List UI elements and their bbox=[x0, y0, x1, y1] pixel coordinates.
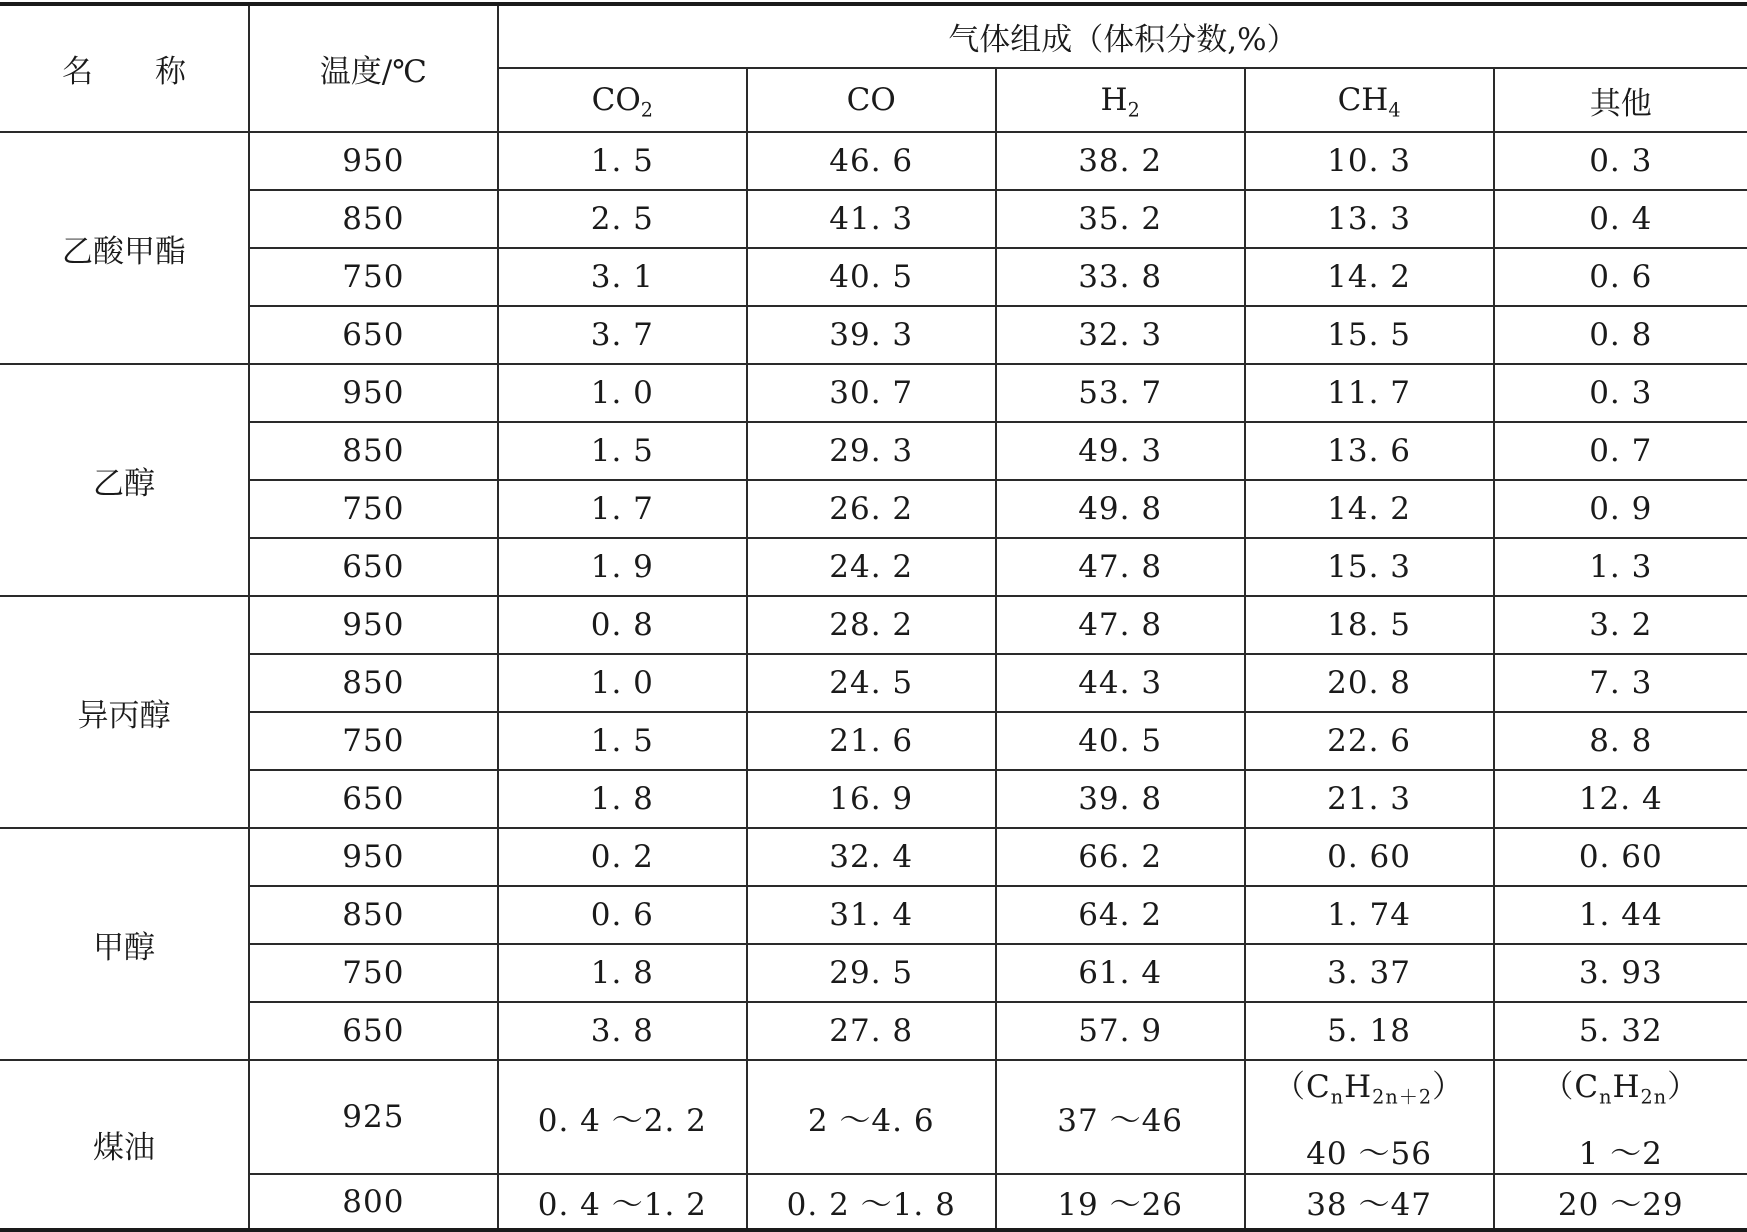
gas-column-header-subscript: 2 bbox=[1127, 98, 1140, 122]
value-cell: 20. 8 bbox=[1245, 654, 1494, 712]
value-cell bbox=[747, 1060, 996, 1174]
formula-subscript-n: n bbox=[1330, 1085, 1345, 1109]
value-cell: 12. 4 bbox=[1494, 770, 1747, 828]
value-cell: 5. 32 bbox=[1494, 1002, 1747, 1060]
formula-close: ） bbox=[1432, 1069, 1465, 1105]
temperature-cell bbox=[249, 1174, 498, 1230]
table-row bbox=[0, 538, 1747, 596]
value-cell: 3. 2 bbox=[1494, 596, 1747, 654]
value-cell: 2. 5 bbox=[498, 190, 747, 248]
value-cell bbox=[996, 1060, 1245, 1174]
value-cell: 0. 8 bbox=[1494, 306, 1747, 364]
temperature-cell: 850 bbox=[249, 422, 498, 480]
range-value: 1 ～2 bbox=[1578, 1136, 1663, 1172]
table-row bbox=[0, 712, 1747, 770]
value-cell: 1. 74 bbox=[1245, 886, 1494, 944]
value-cell: 24. 2 bbox=[747, 538, 996, 596]
table-row bbox=[0, 654, 1747, 712]
value-cell: 40. 5 bbox=[996, 712, 1245, 770]
temperature-cell: 650 bbox=[249, 306, 498, 364]
value-cell: 0. 6 bbox=[498, 886, 747, 944]
table-row bbox=[0, 1002, 1747, 1060]
value-cell: 1. 0 bbox=[498, 654, 747, 712]
formula-note bbox=[1495, 1061, 1747, 1109]
value-cell: 15. 5 bbox=[1245, 306, 1494, 364]
value-cell: 40. 5 bbox=[747, 248, 996, 306]
value-cell: 46. 6 bbox=[747, 132, 996, 190]
value-cell: 33. 8 bbox=[996, 248, 1245, 306]
value-cell: 35. 2 bbox=[996, 190, 1245, 248]
value-cell bbox=[1494, 1174, 1747, 1230]
formula-h: H bbox=[1344, 1069, 1373, 1105]
value-cell: 8. 8 bbox=[1494, 712, 1747, 770]
value-cell: 18. 5 bbox=[1245, 596, 1494, 654]
value-cell: 14. 2 bbox=[1245, 480, 1494, 538]
value-cell: 0. 3 bbox=[1494, 364, 1747, 422]
table-row bbox=[0, 828, 1747, 886]
temperature-cell: 950 bbox=[249, 596, 498, 654]
value-cell bbox=[747, 1174, 996, 1230]
value-cell: 1. 5 bbox=[498, 422, 747, 480]
gas-composition-table bbox=[0, 2, 1747, 1232]
temperature-cell: 850 bbox=[249, 190, 498, 248]
range-value: 19 ～26 bbox=[1057, 1187, 1184, 1223]
value-cell: 27. 8 bbox=[747, 1002, 996, 1060]
value-cell: 38. 2 bbox=[996, 132, 1245, 190]
value-cell: 47. 8 bbox=[996, 596, 1245, 654]
value-cell: 26. 2 bbox=[747, 480, 996, 538]
gas-column-header bbox=[1245, 68, 1494, 132]
compound-name-cell: 乙酸甲酯 bbox=[0, 132, 249, 364]
value-cell: 11. 7 bbox=[1245, 364, 1494, 422]
compound-name-cell: 甲醇 bbox=[0, 828, 249, 1060]
value-cell: 47. 8 bbox=[996, 538, 1245, 596]
value-cell: 1. 8 bbox=[498, 770, 747, 828]
range-value: 0. 4 ～1. 2 bbox=[537, 1187, 707, 1223]
gas-column-header-subscript: 2 bbox=[640, 98, 653, 122]
value-cell: 0. 8 bbox=[498, 596, 747, 654]
temperature-cell: 650 bbox=[249, 770, 498, 828]
header-row-1 bbox=[0, 4, 1747, 68]
range-value: 0. 4 ～2. 2 bbox=[537, 1102, 707, 1139]
table-body bbox=[0, 4, 1747, 1230]
temperature-cell: 850 bbox=[249, 654, 498, 712]
temperature-cell: 750 bbox=[249, 480, 498, 538]
value-cell: 1. 8 bbox=[498, 944, 747, 1002]
range-value: 20 ～29 bbox=[1557, 1187, 1684, 1223]
name-header: 名 称 bbox=[0, 4, 249, 132]
value-cell: 14. 2 bbox=[1245, 248, 1494, 306]
value-cell: 0. 9 bbox=[1494, 480, 1747, 538]
temperature-cell: 950 bbox=[249, 132, 498, 190]
table-row bbox=[0, 886, 1747, 944]
range-value: 37 ～46 bbox=[1057, 1102, 1184, 1139]
gas-column-header bbox=[1494, 68, 1747, 132]
gas-column-header-main: H bbox=[1100, 82, 1128, 118]
range-value: 38 ～47 bbox=[1306, 1187, 1432, 1223]
formula-open: （C bbox=[1273, 1069, 1331, 1105]
gas-column-header-main: CO bbox=[591, 82, 641, 118]
value-cell: 0. 4 bbox=[1494, 190, 1747, 248]
value-cell: 7. 3 bbox=[1494, 654, 1747, 712]
gas-column-header bbox=[747, 68, 996, 132]
gas-column-header-main: CH bbox=[1337, 82, 1389, 118]
value-cell: 30. 7 bbox=[747, 364, 996, 422]
temperature-cell: 750 bbox=[249, 712, 498, 770]
temperature-cell: 650 bbox=[249, 538, 498, 596]
gas-column-header bbox=[498, 68, 747, 132]
table-row bbox=[0, 248, 1747, 306]
table-row bbox=[0, 1060, 1747, 1174]
value-cell: 28. 2 bbox=[747, 596, 996, 654]
value-cell: 32. 4 bbox=[747, 828, 996, 886]
value-cell: 32. 3 bbox=[996, 306, 1245, 364]
range-value: 2 ～4. 6 bbox=[807, 1102, 935, 1139]
value-cell: 22. 6 bbox=[1245, 712, 1494, 770]
value-cell: 16. 9 bbox=[747, 770, 996, 828]
temperature-cell: 950 bbox=[249, 364, 498, 422]
value-cell bbox=[498, 1174, 747, 1230]
range-value: 40 ～56 bbox=[1306, 1136, 1432, 1172]
value-cell: 49. 3 bbox=[996, 422, 1245, 480]
value-cell: 1. 44 bbox=[1494, 886, 1747, 944]
table-row bbox=[0, 364, 1747, 422]
value-cell: 1. 9 bbox=[498, 538, 747, 596]
value-cell: 3. 93 bbox=[1494, 944, 1747, 1002]
value-cell: 15. 3 bbox=[1245, 538, 1494, 596]
value-cell: 0. 60 bbox=[1245, 828, 1494, 886]
value-cell: 61. 4 bbox=[996, 944, 1245, 1002]
temperature-header: 温度/℃ bbox=[249, 4, 498, 132]
value-cell: 0. 60 bbox=[1494, 828, 1747, 886]
temperature-cell: 950 bbox=[249, 828, 498, 886]
temperature-cell: 750 bbox=[249, 944, 498, 1002]
temperature-cell: 650 bbox=[249, 1002, 498, 1060]
table-row bbox=[0, 422, 1747, 480]
value-cell: 3. 8 bbox=[498, 1002, 747, 1060]
formula-subscript: 2n bbox=[1640, 1085, 1668, 1109]
value-cell: 3. 1 bbox=[498, 248, 747, 306]
value-cell: 1. 5 bbox=[498, 712, 747, 770]
value-cell: 13. 3 bbox=[1245, 190, 1494, 248]
value-cell: 39. 8 bbox=[996, 770, 1245, 828]
value-cell: 1. 0 bbox=[498, 364, 747, 422]
table-row bbox=[0, 480, 1747, 538]
value-cell: 0. 3 bbox=[1494, 132, 1747, 190]
value-cell bbox=[1245, 1174, 1494, 1230]
range-value: 0. 2 ～1. 8 bbox=[786, 1187, 956, 1223]
value-cell: 0. 7 bbox=[1494, 422, 1747, 480]
table-row bbox=[0, 944, 1747, 1002]
table-row bbox=[0, 132, 1747, 190]
table-row bbox=[0, 596, 1747, 654]
formula-subscript-n: n bbox=[1599, 1085, 1613, 1109]
formula-h: H bbox=[1612, 1069, 1641, 1105]
value-cell: 3. 37 bbox=[1245, 944, 1494, 1002]
value-cell: 57. 9 bbox=[996, 1002, 1245, 1060]
value-cell: 49. 8 bbox=[996, 480, 1245, 538]
value-cell: 5. 18 bbox=[1245, 1002, 1494, 1060]
compound-name-cell: 煤油 bbox=[0, 1060, 249, 1230]
value-cell: 1. 5 bbox=[498, 132, 747, 190]
temperature-value: 925 bbox=[342, 1099, 405, 1135]
value-cell: 3. 7 bbox=[498, 306, 747, 364]
value-cell bbox=[498, 1060, 747, 1174]
value-cell: 13. 6 bbox=[1245, 422, 1494, 480]
table-row bbox=[0, 306, 1747, 364]
gas-column-header-subscript: 4 bbox=[1388, 98, 1401, 122]
value-cell: 29. 5 bbox=[747, 944, 996, 1002]
formula-note bbox=[1246, 1061, 1493, 1109]
value-cell: 0. 2 bbox=[498, 828, 747, 886]
temperature-cell: 850 bbox=[249, 886, 498, 944]
value-cell: 29. 3 bbox=[747, 422, 996, 480]
value-cell: 41. 3 bbox=[747, 190, 996, 248]
value-cell: 44. 3 bbox=[996, 654, 1245, 712]
table-row bbox=[0, 190, 1747, 248]
value-cell: 24. 5 bbox=[747, 654, 996, 712]
value-cell: 39. 3 bbox=[747, 306, 996, 364]
temperature-cell: 750 bbox=[249, 248, 498, 306]
value-cell: 10. 3 bbox=[1245, 132, 1494, 190]
value-cell: 1. 3 bbox=[1494, 538, 1747, 596]
value-cell: 53. 7 bbox=[996, 364, 1245, 422]
temperature-cell bbox=[249, 1060, 498, 1174]
table-row bbox=[0, 1174, 1747, 1230]
value-cell: 66. 2 bbox=[996, 828, 1245, 886]
value-cell bbox=[1494, 1060, 1747, 1174]
formula-subscript: 2n＋2 bbox=[1372, 1085, 1433, 1109]
value-cell: 64. 2 bbox=[996, 886, 1245, 944]
gas-column-header-main: 其他 bbox=[1589, 85, 1652, 122]
gas-composition-group-header: 气体组成（体积分数,%） bbox=[498, 4, 1747, 68]
value-cell: 21. 3 bbox=[1245, 770, 1494, 828]
temperature-value: 800 bbox=[342, 1183, 405, 1220]
value-cell: 0. 6 bbox=[1494, 248, 1747, 306]
formula-open: （C bbox=[1542, 1069, 1600, 1105]
formula-close: ） bbox=[1667, 1069, 1700, 1105]
gas-column-header bbox=[996, 68, 1245, 132]
value-cell: 1. 7 bbox=[498, 480, 747, 538]
compound-name-cell: 乙醇 bbox=[0, 364, 249, 596]
compound-name-cell: 异丙醇 bbox=[0, 596, 249, 828]
value-cell bbox=[996, 1174, 1245, 1230]
table-row bbox=[0, 770, 1747, 828]
value-cell: 31. 4 bbox=[747, 886, 996, 944]
gas-column-header-main: CO bbox=[846, 82, 896, 118]
value-cell: 21. 6 bbox=[747, 712, 996, 770]
value-cell bbox=[1245, 1060, 1494, 1174]
